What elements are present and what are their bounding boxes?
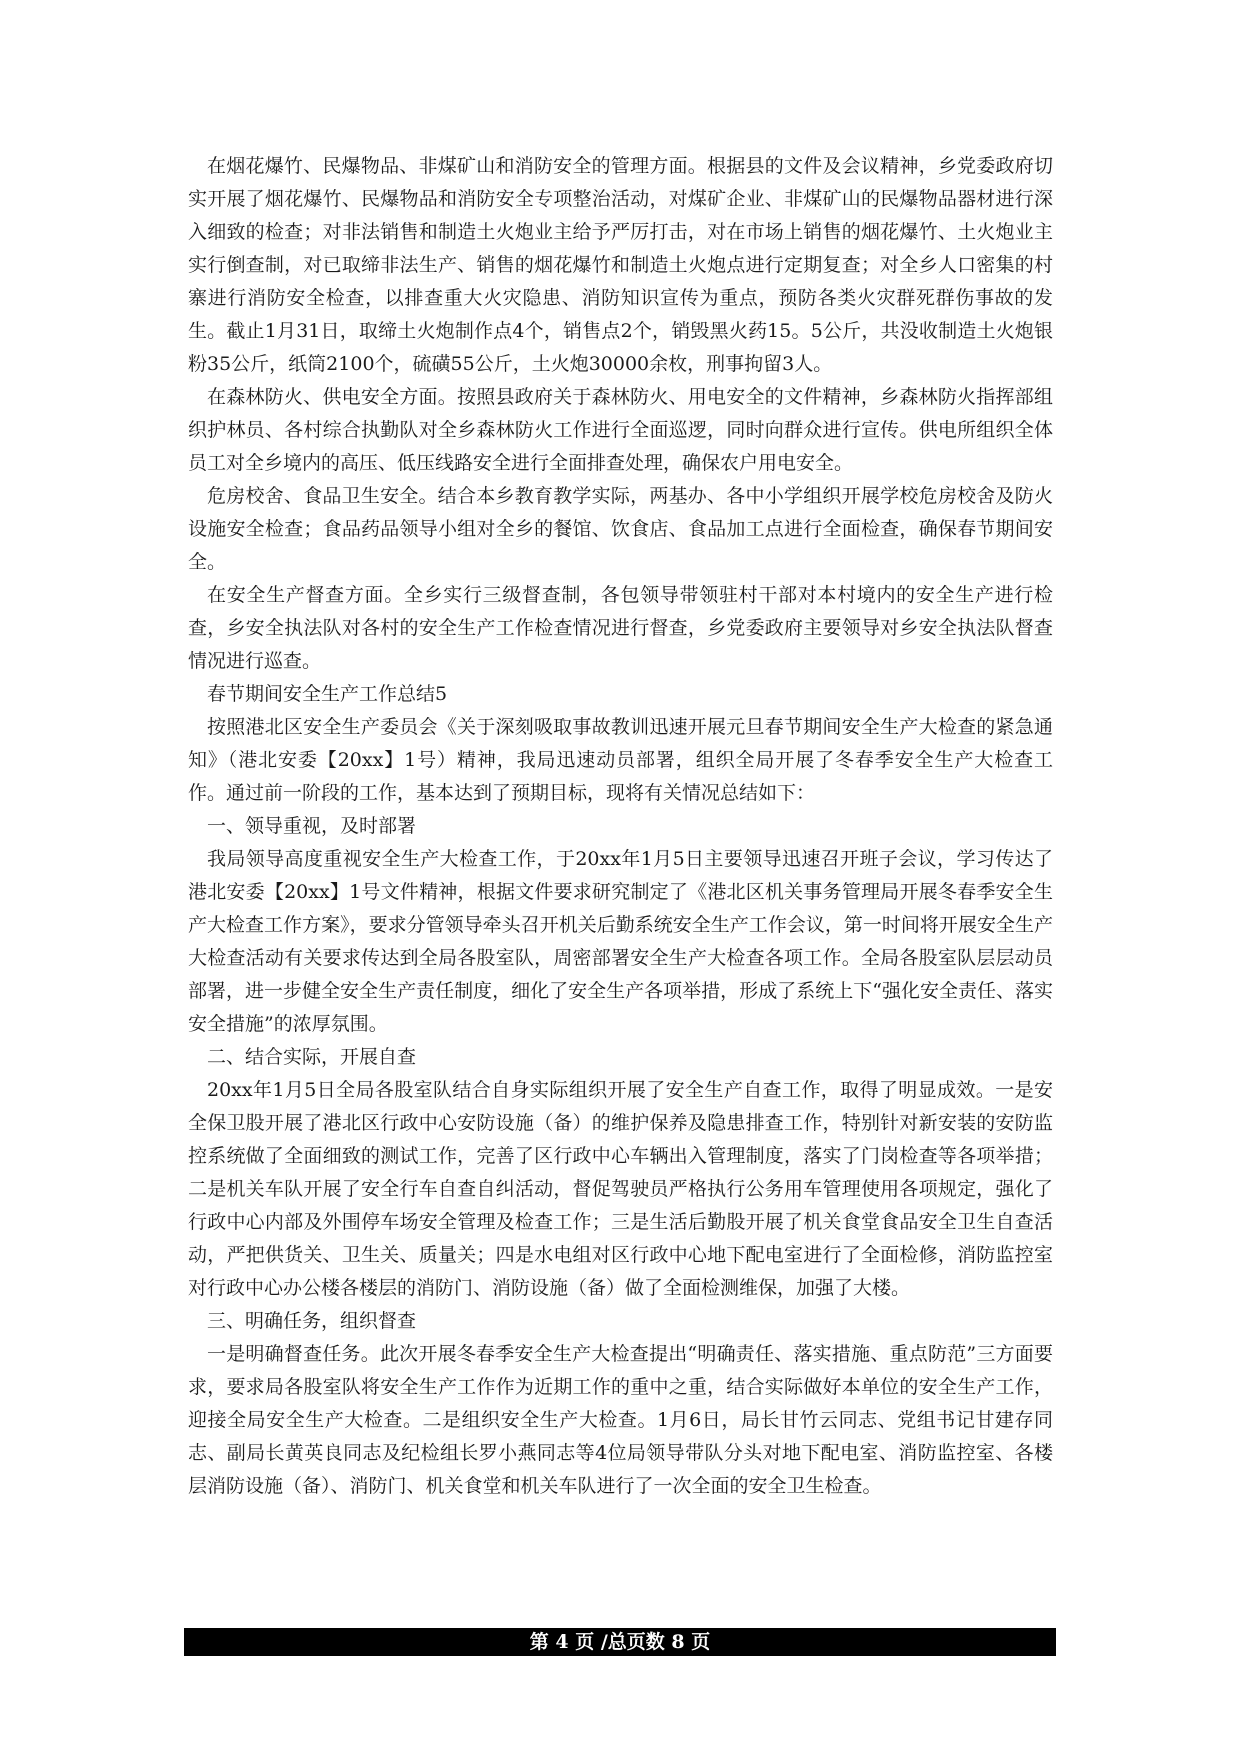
document-body — [188, 150, 1053, 1503]
section-title-summary-5: 春节期间安全生产工作总结5 — [207, 683, 448, 705]
paragraph-leadership: 我局领导高度重视安全生产大检查工作，于20xx年1月5日主要领导迅速召开班子会议，学习传达了港北安委【20xx】1号文件精神，根据文件要求研究制定了《港北区机关事务管理局开展冬春季安全生产大检查工作方案》，要求分管领导牵头召开机关后勤系统安全生产工作会议，第一时间将开展安全生产大检查活动有关要求传达到全局各股室队，周密部署安全生产大检查各项工作。全局各股室队层层动员部署，进一步健全安全生产责任制度，细化了安全生产各项举措，形成了系统上下“强化安全责任、落实安全措施”的浓厚氛围。 — [188, 848, 1053, 1035]
heading-leadership: 一、领导重视，及时部署 — [207, 815, 417, 837]
paragraph-supervision: 在安全生产督查方面。全乡实行三级督查制，各包领导带领驻村干部对本村境内的安全生产进行检查，乡安全执法队对各村的安全生产工作检查情况进行督查，乡党委政府主要领导对乡安全执法队督查情况进行巡查。 — [188, 584, 1053, 672]
heading-tasks-supervision: 三、明确任务，组织督查 — [207, 1310, 417, 1332]
page-number-label: 第 4 页 /总页数 8 页 — [529, 1631, 711, 1653]
page-footer — [184, 1628, 1056, 1656]
paragraph-intro: 按照港北区安全生产委员会《关于深刻吸取事故教训迅速开展元旦春节期间安全生产大检查的紧急通知》（港北安委【20xx】1号）精神，我局迅速动员部署，组织全局开展了冬春季安全生产大检查工作。通过前一阶段的工作，基本达到了预期目标，现将有关情况总结如下： — [188, 716, 1053, 804]
heading-self-inspection: 二、结合实际，开展自查 — [207, 1046, 417, 1068]
paragraph-forest-power-safety: 在森林防火、供电安全方面。按照县政府关于森林防火、用电安全的文件精神，乡森林防火指挥部组织护林员、各村综合执勤队对全乡森林防火工作进行全面巡逻，同时向群众进行宣传。供电所组织全体员工对全乡境内的高压、低压线路安全进行全面排查处理，确保农户用电安全。 — [188, 386, 1053, 474]
paragraph-school-food-safety: 危房校舍、食品卫生安全。结合本乡教育教学实际，两基办、各中小学组织开展学校危房校舍及防火设施安全检查；食品药品领导小组对全乡的餐馆、饮食店、食品加工点进行全面检查，确保春节期间安全。 — [188, 485, 1053, 573]
paragraph-tasks-supervision: 一是明确督查任务。此次开展冬春季安全生产大检查提出“明确责任、落实措施、重点防范”三方面要求，要求局各股室队将安全生产工作作为近期工作的重中之重，结合实际做好本单位的安全生产工作，迎接全局安全生产大检查。二是组织安全生产大检查。1月6日，局长甘竹云同志、党组书记甘建存同志、副局长黄英良同志及纪检组长罗小燕同志等4位局领导带队分头对地下配电室、消防监控室、各楼层消防设施（备）、消防门、机关食堂和机关车队进行了一次全面的安全卫生检查。 — [188, 1343, 1053, 1497]
paragraph-self-inspection: 20xx年1月5日全局各股室队结合自身实际组织开展了安全生产自查工作，取得了明显成效。一是安全保卫股开展了港北区行政中心安防设施（备）的维护保养及隐患排查工作，特别针对新安装的安防监控系统做了全面细致的测试工作，完善了区行政中心车辆出入管理制度，落实了门岗检查等各项举措；二是机关车队开展了安全行车自查自纠活动，督促驾驶员严格执行公务用车管理使用各项规定，强化了行政中心内部及外围停车场安全管理及检查工作；三是生活后勤股开展了机关食堂食品安全卫生自查活动，严把供货关、卫生关、质量关；四是水电组对区行政中心地下配电室进行了全面检修，消防监控室对行政中心办公楼各楼层的消防门、消防设施（备）做了全面检测维保，加强了大楼。 — [188, 1079, 1053, 1299]
paragraph-fireworks-safety: 在烟花爆竹、民爆物品、非煤矿山和消防安全的管理方面。根据县的文件及会议精神，乡党委政府切实开展了烟花爆竹、民爆物品和消防安全专项整治活动，对煤矿企业、非煤矿山的民爆物品器材进行深入细致的检查；对非法销售和制造土火炮业主给予严厉打击，对在市场上销售的烟花爆竹、土火炮业主实行倒查制，对已取缔非法生产、销售的烟花爆竹和制造土火炮点进行定期复查；对全乡人口密集的村寨进行消防安全检查，以排查重大火灾隐患、消防知识宣传为重点，预防各类火灾群死群伤事故的发生。截止1月31日，取缔土火炮制作点4个，销售点2个，销毁黑火药15。5公斤，共没收制造土火炮银粉35公斤，纸筒2100个，硫磺55公斤，土火炮30000余枚，刑事拘留3人。 — [188, 155, 1053, 375]
